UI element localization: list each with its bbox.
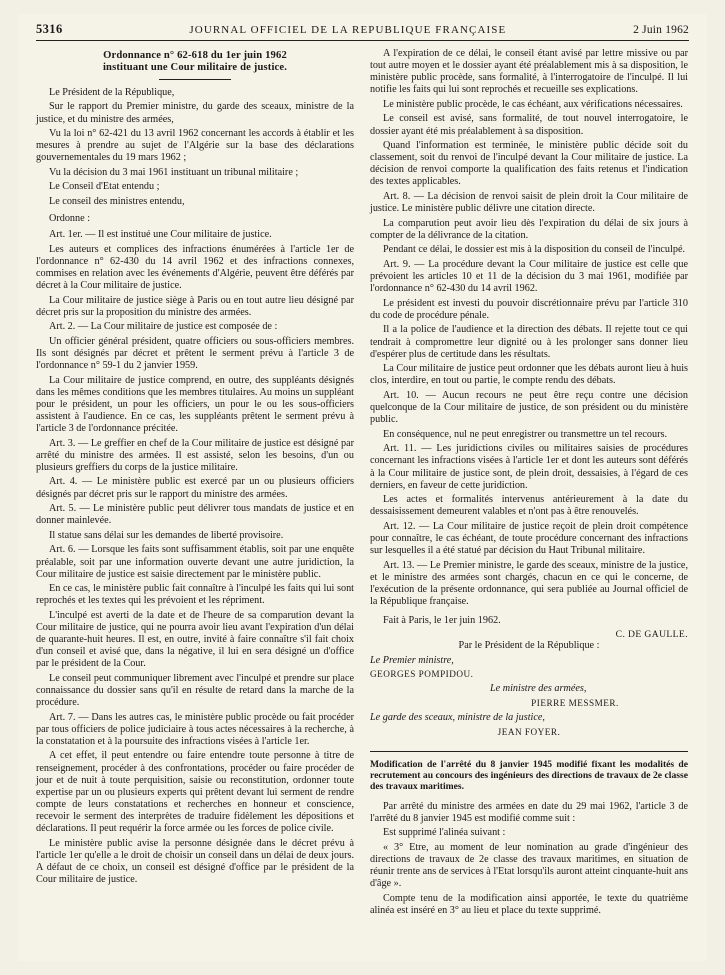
article-paragraph: A l'expiration de ce délai, le conseil étant avisé par lettre missive ou par tout autre moyen et le dossier ayant été préalablement mis à sa disposition, le ministère public procède, sans formalité, à l'interrogatoire de l'inculpé. Il lui notifie les faits qui lui sont reprochés et recueille ses explications. (370, 48, 688, 96)
notice-paragraph: « 3° Etre, au moment de leur nomination au grade d'ingénieur des directions de travaux de 2e classe des travaux maritimes, en situation de réunir trente ans de services à l'Etat lorsqu'ils auront atteint cinquante-huit ans d'âge ». (370, 842, 688, 890)
signature-place-date: Fait à Paris, le 1er juin 1962. (383, 614, 501, 626)
article-paragraph: Art. 2. — La Cour militaire de justice est composée de : (49, 321, 278, 333)
notice-heading: Modification de l'arrêté du 8 janvier 1945 modifié fixant les modalités de recrutement au concours des ingénieurs des directions de travaux de 2e classe des travaux maritimes. (370, 758, 688, 793)
page-paper (18, 14, 707, 961)
article-paragraph: Il a la police de l'audience et la direction des débats. Il rejette tout ce qui tendrait à compromettre leur dignité ou à les prolonger sans donner lieu d'espérer plus de certitude dans les résultats. (370, 324, 688, 360)
article-paragraph: A cet effet, il peut entendre ou faire entendre toute personne à titre de renseignement, procéder à des confrontations, procéder ou faire procéder de jour et de nuit à toute perquisition, saisie ou reconstitution, ordonner toute expertise par un ou plusieurs experts qui prêtent devant lui serment de rendre compte de leurs constatations et recherches en honneur et conscience, recevoir le serment des interprètes de traduire fidèlement les dépositions et déclarations. Il peut requérir la force armée ou les forces de police civile. (36, 750, 354, 834)
article-label: Art. 6. (49, 544, 76, 556)
preamble-paragraph: Le conseil des ministres entendu, (49, 196, 185, 208)
masthead (36, 22, 689, 41)
notice-paragraph: Par arrêté du ministre des armées en date du 29 mai 1962, l'article 3 de l'arrêté du 8 janvier 1945 est modifié comme suit : (370, 800, 688, 824)
signature-role-garde-sceaux: Le garde des sceaux, ministre de la justice, (370, 711, 545, 723)
article-paragraph: Art. 7. — Dans les autres cas, le ministère public procède ou fait procéder par tous officiers de police judiciaire à tous actes nécessaires à la recherche, à la constatation et à la poursuite des infractions visées à l'article 1er. (36, 711, 354, 747)
title-divider (159, 79, 231, 80)
article-label: Art. 2. (49, 321, 76, 333)
article-paragraph: La Cour militaire de justice comprend, en outre, des suppléants désignés dans les mêmes conditions que les membres titulaires. Au moins un suppléant pour le président, un pour les officiers, un pour le ou les sous-officiers assistent à l'audience. En ce cas, les suppléants prêtent le serment prévu à l'article 3 de l'ordonnance précitée. (36, 374, 354, 435)
article-paragraph: La comparution peut avoir lieu dès l'expiration du délai de six jours à compter de la délivrance de la citation. (370, 217, 688, 241)
article-paragraph: Le conseil peut communiquer librement avec l'inculpé et prendre sur place connaissance du dossier sans qu'il en résulte de retard dans la marche de la procédure. (36, 672, 354, 709)
article-paragraph: Quand l'information est terminée, le ministère public décide soit du classement, soit du renvoi de l'inculpé devant la Cour militaire de justice. La décision de renvoi comporte la qualification des faits retenus et l'indication des textes applicables. (370, 140, 688, 188)
two-column-body (36, 48, 689, 920)
article-text: Le ministère public peut délivrer tous mandats de justice et en donner mainlevée. (36, 503, 354, 527)
article-text: Les juridictions civiles ou militaires saisies de procédures concernant les infractions visées à l'article 1er et dont les auteurs sont déférés à la Cour militaire de justice sont, de plein droit, dessaisies, à l'égard de ces derniers, en faveur de cette juridiction. (370, 443, 688, 491)
article-text: La procédure devant la Cour militaire de justice est celle que prévoient les articles 10 et 11 de la décision du 3 mai 1961, modifiée par l'ordonnance n° 62-430 du 14 avril 1962. (370, 259, 688, 295)
article-paragraph: Art. 12. — La Cour militaire de justice reçoit de plein droit compétence pour connaître, le cas échéant, de toute procédure concernant des infractions sur lesquelles il a été statué par décision du Haut Tribunal militaire. (370, 520, 689, 557)
article-paragraph: Le président est investi du pouvoir discrétionnaire prévu par l'article 310 du code de procédure pénale. (370, 297, 688, 321)
signature-name-president: C. DE GAULLE. (615, 629, 688, 641)
preamble-paragraph: Vu la décision du 3 mai 1961 instituant un tribunal militaire ; (49, 166, 299, 178)
signature-role-premier-ministre: Le Premier ministre, (370, 654, 454, 666)
masthead-date: 2 Juin 1962 (633, 24, 689, 36)
article-paragraph: Le ministère public procède, le cas échéant, aux vérifications nécessaires. (383, 98, 683, 110)
article-paragraph: L'inculpé est averti de la date et de l'heure de sa comparution devant la Cour militaire de justice, qui ne pourra avoir lieu avant l'expiration d'un délai de quarante-huit heures. Il est, en outre, invité à faire connaître s'il fait choix d'un conseil et avisé que, dans la négative, il lui en sera désigné un d'office par le président de la Cour. (36, 609, 354, 670)
article-paragraph: Le ministère public avise la personne désignée dans le décret prévu à l'article 1er qu'elle a le droit de choisir un conseil dans un délai de deux jours. A défaut de ce choix, un conseil est désigné d'office par le président de la Cour militaire de justice. (36, 837, 354, 885)
article-paragraph: Un officier général président, quatre officiers ou sous-officiers membres. Ils sont désignés par décret et prêtent le serment prévu à l'article 3 de l'ordonnance n° 59-1 du 2 janvier 1959. (36, 335, 354, 372)
article-paragraph: Il statue sans délai sur les demandes de liberté provisoire. (49, 529, 284, 541)
article-label: Art. 11. (383, 443, 417, 455)
ordinance-title-line1: Ordonnance n° 62-618 du 1er juin 1962 (103, 50, 287, 61)
article-paragraph: Art. 8. — La décision de renvoi saisit de plein droit la Cour militaire de justice. Le ministère public délivre une citation directe. (370, 191, 689, 215)
article-paragraph: Art. 9. — La procédure devant la Cour militaire de justice est celle que prévoient les articles 10 et 11 de la décision du 3 mai 1961, modifiée par l'ordonnance n° 62-430 du 14 avril 1962. (370, 259, 688, 295)
article-text: Dans les autres cas, le ministère public procède ou fait procéder par tous officiers de police judiciaire à tous actes nécessaires à la recherche, à la constatation et à la poursuite des infractions visées à l'article 1er. (36, 711, 354, 747)
article-paragraph: La Cour militaire de justice peut ordonner que les débats auront lieu à huis clos, interdire, en tout ou partie, le compte rendu des débats. (370, 363, 688, 387)
article-paragraph: Art. 13. — Le Premier ministre, le garde des sceaux, ministre de la justice, et le ministre des armées sont chargés, chacun en ce qui le concerne, de l'exécution de la présente ordonnance, qui sera publiée au Journal officiel de la République française. (370, 559, 688, 607)
article-paragraph: En ce cas, le ministère public fait connaître à l'inculpé les faits qui lui sont reprochés et les textes qui les prévoient et les répriment. (36, 583, 354, 607)
ordinance-title (36, 50, 354, 75)
article-paragraph: Pendant ce délai, le dossier est mis à la disposition du conseil de l'inculpé. (383, 244, 686, 256)
preamble-lead: Le Président de la République, (49, 86, 175, 98)
article-paragraph: Art. 3. — Le greffier en chef de la Cour militaire de justice est désigné par arrêté du ministre des armées. Il est assisté, selon les besoins, d'un ou plusieurs greffiers du corps de la justice militaire. (36, 437, 354, 473)
article-label: Art. 10. (383, 389, 419, 401)
signature-name-garde-sceaux: JEAN FOYER. (497, 726, 561, 737)
article-label: Art. 1er. (49, 229, 83, 241)
article-label: Art. 12. (383, 520, 416, 532)
article-label: Art. 8. (383, 191, 411, 203)
article-paragraph: Art. 4. — Le ministère public est exercé par un ou plusieurs officiers désignés par décret pris sur le rapport du ministre des armées. (36, 476, 354, 500)
article-label: Art. 9. (383, 259, 411, 270)
ordinance-title-line2: instituant une Cour militaire de justice. (102, 62, 288, 74)
notice-paragraph: Est supprimé l'alinéa suivant : (383, 827, 506, 839)
masthead-title: JOURNAL OFFICIEL DE LA REPUBLIQUE FRANÇAISE (189, 24, 507, 36)
folio-number: 5316 (36, 22, 63, 36)
ordonne-line: Ordonne : (49, 213, 91, 225)
article-label: Art. 3. (49, 437, 76, 449)
article-paragraph: Art. 5. — Le ministère public peut délivrer tous mandats de justice et en donner mainlevée. (36, 503, 354, 527)
article-paragraph: En conséquence, nul ne peut enregistrer ou transmettre un tel recours. (383, 428, 668, 440)
article-text: Le ministère public est exercé par un ou plusieurs officiers désignés par décret pris sur le rapport du ministre des armées. (36, 476, 354, 500)
article-text: La décision de renvoi saisit de plein droit la Cour militaire de justice. Le ministère public délivre une citation directe. (370, 191, 689, 215)
article-paragraph: Les actes et formalités intervenus antérieurement à la date du dessaisissement demeurent valables et n'ont pas à être renouvelés. (370, 494, 688, 518)
article-text: Le greffier en chef de la Cour militaire de justice est désigné par arrêté du ministre des armées. Il est assisté, selon les besoins, d'un ou plusieurs greffiers du corps de la justice militaire. (36, 437, 354, 473)
left-column (36, 48, 354, 920)
notice-paragraph: Compte tenu de la modification ainsi apportée, le texte du quatrième alinéa est inséré en 3° au lieu et place du texte supprimé. (370, 892, 688, 916)
article-paragraph: Art. 6. — Lorsque les faits sont suffisamment établis, soit par une enquête préalable, soit par une information ouverte devant une autre juridiction, la Cour militaire de justice est saisie directement par le ministère public. (36, 544, 355, 580)
article-text: La Cour militaire de justice reçoit de plein droit compétence pour connaître, le cas échéant, de toute procédure concernant des infractions sur lesquelles il a été statué par décision du Haut Tribunal militaire. (370, 520, 689, 557)
article-label: Art. 13. (383, 559, 415, 571)
article-text: Lorsque les faits sont suffisamment établis, soit par une enquête préalable, soit par une information ouverte devant une autre juridiction, la Cour militaire de justice est saisie directement par le ministère public. (36, 544, 355, 580)
article-text: La Cour militaire de justice est composée de : (90, 321, 278, 333)
article-paragraph: Art. 1er. — Il est institué une Cour militaire de justice. (49, 229, 272, 241)
article-paragraph: Art. 10. — Aucun recours ne peut être reçu contre une décision quelconque de la Cour militaire de justice, de son président ou du ministère public. (370, 389, 688, 426)
signature-name-ministre-armees: PIERRE MESSMER. (531, 697, 619, 708)
preamble-paragraph: Le Conseil d'Etat entendu ; (49, 181, 160, 193)
article-label: Art. 4. (49, 476, 78, 488)
article-text: Il est institué une Cour militaire de justice. (97, 229, 272, 241)
preamble-paragraph: Sur le rapport du Premier ministre, du garde des sceaux, ministre de la justice, et du ministre des armées, (36, 101, 354, 125)
article-paragraph: Les auteurs et complices des infractions énumérées à l'article 1er de l'ordonnance n° 62-430 du 14 avril 1962 et des infractions connexes, commises en relation avec les événements d'Algérie, peuvent être déférés par décret à la Cour militaire de justice. (36, 243, 354, 292)
article-paragraph: La Cour militaire de justice siège à Paris ou en tout autre lieu désigné par décret pris sur la proposition du ministre des armées. (36, 294, 354, 318)
right-column (370, 48, 688, 920)
signature-name-premier-ministre: GEORGES POMPIDOU. (370, 669, 474, 680)
article-label: Art. 7. (49, 711, 76, 723)
article-text: Aucun recours ne peut être reçu contre une décision quelconque de la Cour militaire de justice, de son président ou du ministère public. (370, 389, 688, 426)
preamble-paragraph: Vu la loi n° 62-421 du 13 avril 1962 concernant les accords à établir et les mesures à prendre au sujet de l'Algérie sur la base des déclarations gouvernementales du 19 mars 1962 ; (36, 128, 354, 164)
signature-role-ministre-armees: Le ministre des armées, (490, 683, 587, 695)
article-label: Art. 5. (49, 503, 77, 515)
article-text: Le Premier ministre, le garde des sceaux, ministre de la justice, et le ministre des armées sont chargés, chacun en ce qui le concerne, de l'exécution de la présente ordonnance, qui sera publiée au Journal officiel de la République française. (370, 559, 688, 607)
article-paragraph: Le conseil est avisé, sans formalité, de tout nouvel interrogatoire, le dossier ayant été mis préalablement à sa disposition. (370, 113, 688, 137)
signature-by-order: Par le Président de la République : (458, 640, 600, 652)
article-paragraph: Art. 11. — Les juridictions civiles ou militaires saisies de procédures concernant les infractions visées à l'article 1er et dont les auteurs sont déférés à la Cour militaire de justice sont, de plein droit, dessaisies, à l'égard de ces derniers, en faveur de cette juridiction. (370, 443, 688, 491)
notice-section (370, 751, 688, 918)
